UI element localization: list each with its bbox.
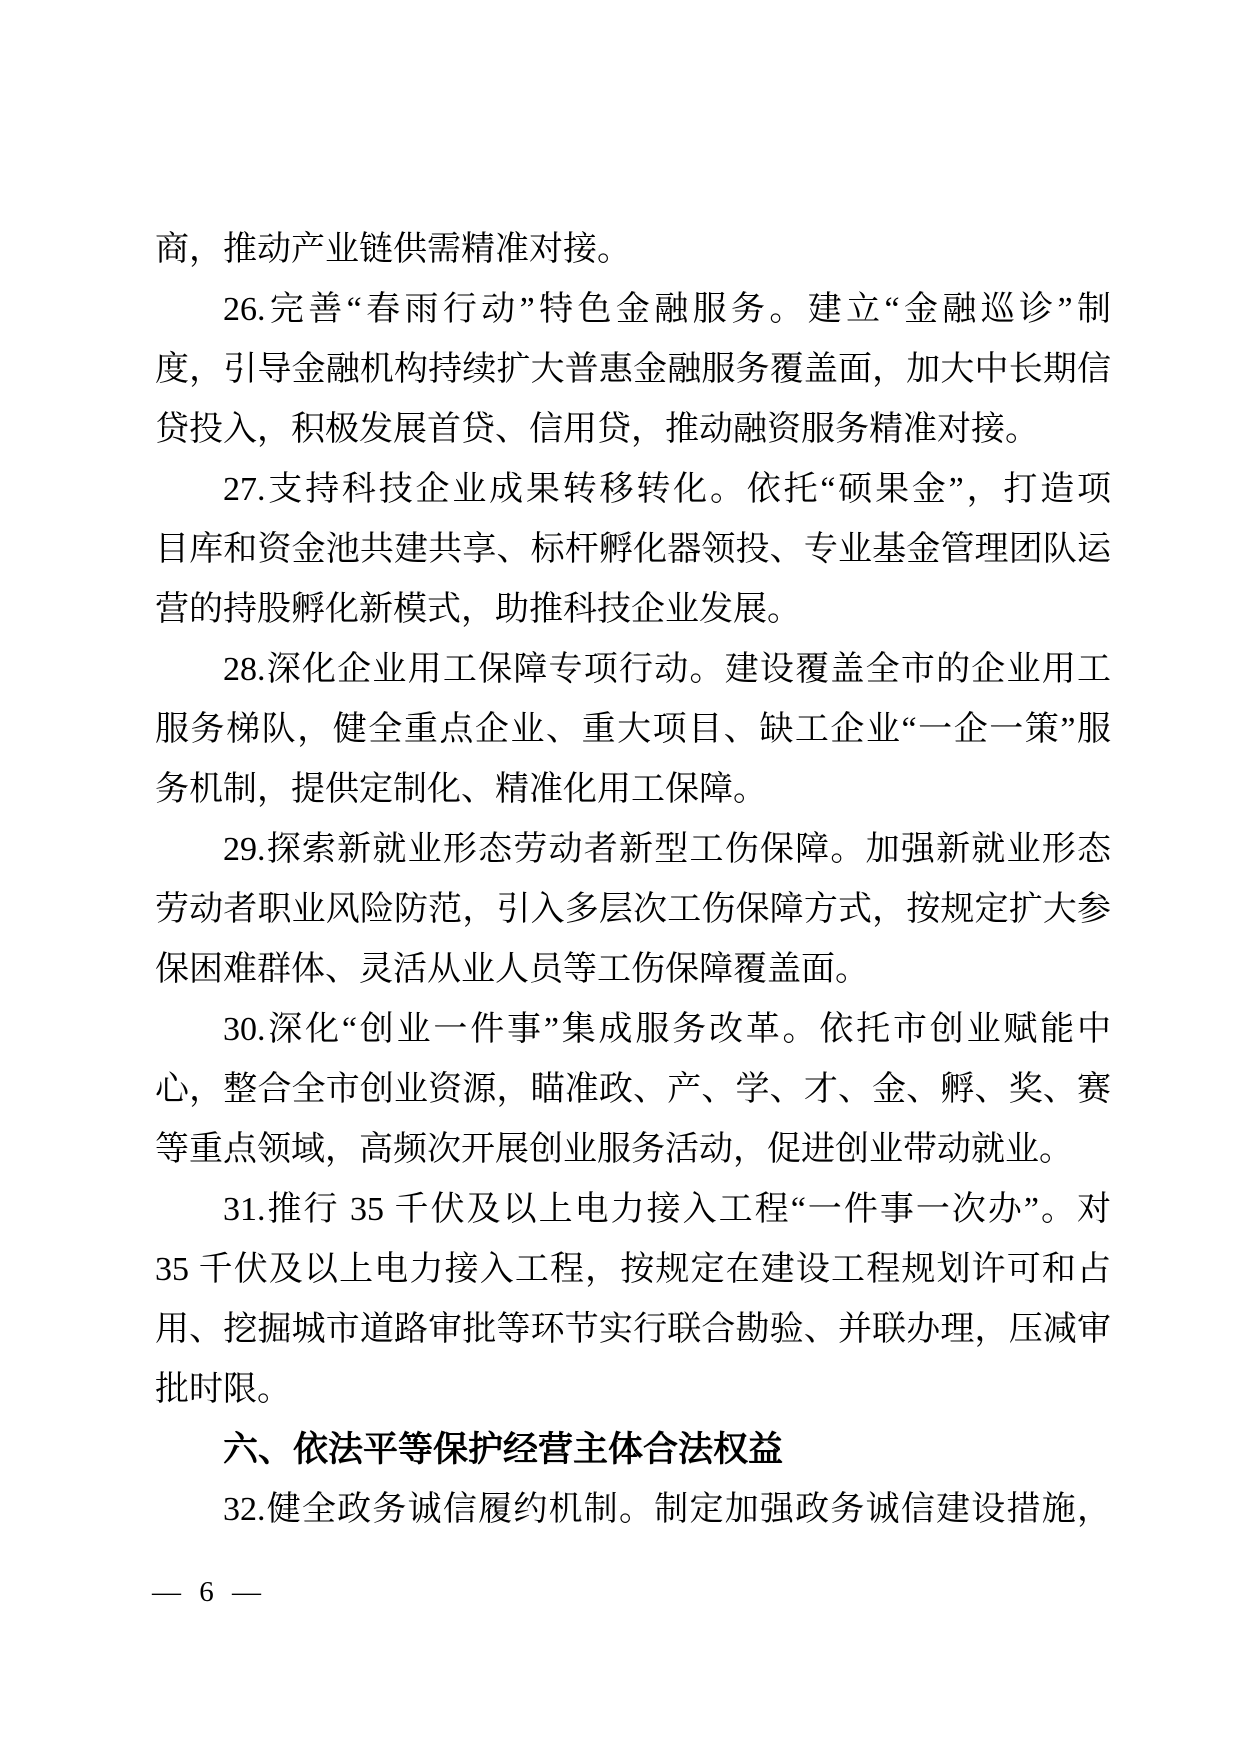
paragraph-27-line: 营的持股孵化新模式，助推科技企业发展。	[155, 591, 801, 628]
paragraph-26-line: 度，引导金融机构持续扩大普惠金融服务覆盖面，加大中长期信	[155, 351, 1111, 388]
paragraph-27-line: 目库和资金池共建共享、标杆孵化器领投、专业基金管理团队运	[155, 531, 1111, 568]
paragraph-28-line: 28.深化企业用工保障专项行动。建设覆盖全市的企业用工	[223, 651, 1111, 688]
paragraph-27-line: 27.支持科技企业成果转移转化。依托“硕果金”，打造项	[223, 471, 1111, 508]
paragraph-29-line: 保困难群体、灵活从业人员等工伤保障覆盖面。	[155, 951, 869, 988]
paragraph-line: 商，推动产业链供需精准对接。	[155, 231, 631, 268]
page-number: — 6 —	[152, 1576, 261, 1608]
paragraph-31-line: 批时限。	[155, 1371, 291, 1408]
paragraph-28-line: 务机制，提供定制化、精准化用工保障。	[155, 771, 767, 808]
paragraph-29-line: 劳动者职业风险防范，引入多层次工伤保障方式，按规定扩大参	[155, 891, 1111, 928]
paragraph-29-line: 29.探索新就业形态劳动者新型工伤保障。加强新就业形态	[223, 831, 1111, 868]
paragraph-26-line: 26.完善“春雨行动”特色金融服务。建立“金融巡诊”制	[223, 291, 1111, 328]
paragraph-26-line: 贷投入，积极发展首贷、信用贷，推动融资服务精准对接。	[155, 411, 1039, 448]
page-footer	[152, 1562, 261, 1622]
paragraph-32-line: 32.健全政务诚信履约机制。制定加强政务诚信建设措施，	[223, 1491, 1111, 1528]
paragraph-30-line: 等重点领域，高频次开展创业服务活动，促进创业带动就业。	[155, 1131, 1073, 1168]
paragraph-30-line: 30.深化“创业一件事”集成服务改革。依托市创业赋能中	[223, 1011, 1111, 1048]
paragraph-30-line: 心，整合全市创业资源，瞄准政、产、学、才、金、孵、奖、赛	[155, 1071, 1111, 1108]
document-body	[155, 220, 1111, 1540]
paragraph-31-line: 31.推行 35 千伏及以上电力接入工程“一件事一次办”。对	[223, 1191, 1111, 1228]
paragraph-31-line: 35 千伏及以上电力接入工程，按规定在建设工程规划许可和占	[155, 1251, 1111, 1288]
section-heading: 六、依法平等保护经营主体合法权益	[223, 1430, 784, 1469]
paragraph-28-line: 服务梯队，健全重点企业、重大项目、缺工企业“一企一策”服	[155, 711, 1111, 748]
paragraph-31-line: 用、挖掘城市道路审批等环节实行联合勘验、并联办理，压减审	[155, 1311, 1111, 1348]
